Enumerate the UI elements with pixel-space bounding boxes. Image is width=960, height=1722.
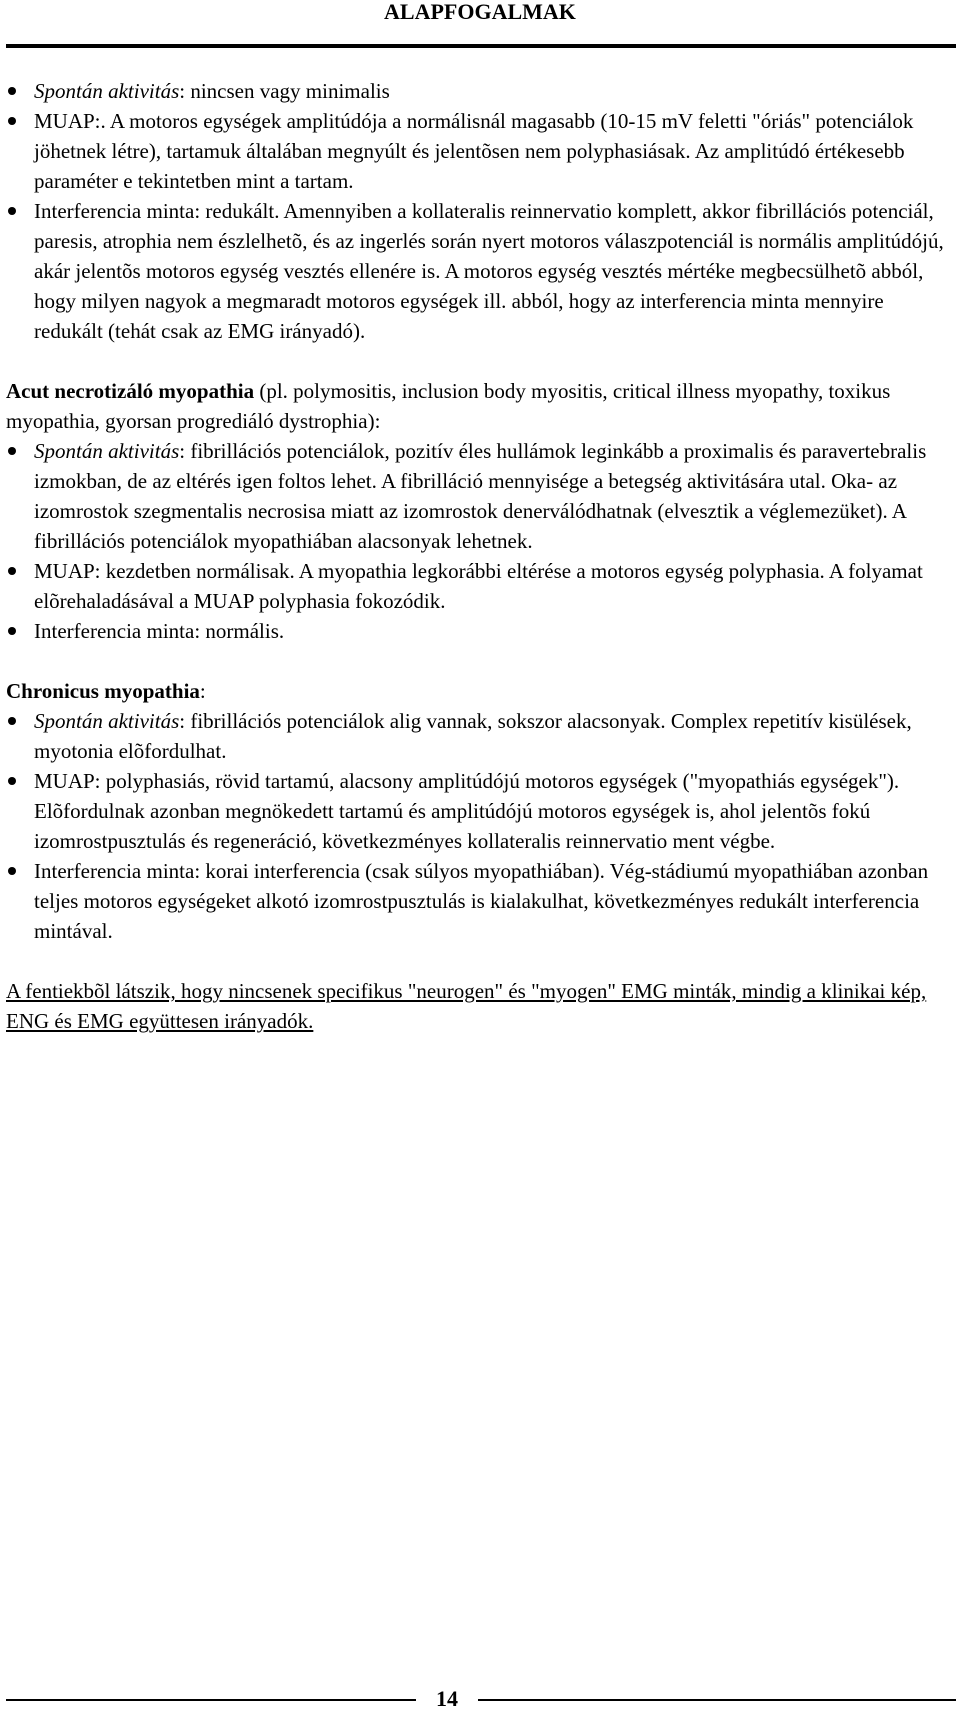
term-label: Spontán aktivitás [34,439,180,463]
list-item [6,76,952,106]
bullet-icon [8,567,16,575]
page-header-title: ALAPFOGALMAK [384,0,576,24]
section-heading-bold: Chronicus myopathia [6,679,200,703]
spacer [6,346,952,376]
item-text: Interferencia minta: normális. [34,619,285,643]
section1-list [6,76,952,346]
item-text: MUAP:. A motoros egységek amplitúdója a normálisnál magasabb (10-15 mV feletti "óriás" potenciálok jöhetnek létre), tartamuk általában megnyúlt és jelentõsen nem polyphasiásak. Az amplitúdó értékesebb paraméter e tekintetben mint a tartam. [34,109,914,193]
item-text: MUAP: kezdetben normálisak. A myopathia legkorábbi eltérése a motoros egység polyphasia. A folyamat elõrehaladásával a MUAP polyphasia fokozódik. [34,559,923,613]
section-heading-rest: (pl. polymositis, inclusion body myositis, critical illness myopathy, toxikus myopathia, gyorsan progrediáló dystrophia): [6,379,891,433]
item-text: Interferencia minta: redukált. Amennyiben a kollateralis reinnervatio komplett, akkor fibrillációs potenciál, paresis, atrophia nem észlelhetõ, és az ingerlés során nyert motoros válaszpotenciál is normális amplitúdójú, akár jelentõs motoros egység vesztés ellenére is. A motoros egység vesztés mértéke megbecsülhetõ abból, hogy milyen nagyok a megmaradt motoros egységek ill. abból, hogy az interferencia minta mennyire redukált (tehát csak az EMG irányadó). [34,199,944,343]
bullet-icon [8,867,16,875]
footer-rule-right [478,1699,956,1701]
term-label: Spontán aktivitás [34,79,180,103]
list-item [6,766,952,856]
page-number: 14 [436,1686,458,1711]
bullet-icon [8,87,16,95]
section2-list [6,436,952,646]
bullet-icon [8,447,16,455]
conclusion-paragraph: A fentiekbõl látszik, hogy nincsenek specifikus "neurogen" és "myogen" EMG minták, mindig a klinikai kép, ENG és EMG együttesen irányadók. [6,979,927,1033]
bullet-icon [8,717,16,725]
list-item [6,436,952,556]
bullet-icon [8,117,16,125]
list-item [6,616,952,646]
list-item [6,106,952,196]
section-heading-rest: : [199,679,206,703]
item-text: MUAP: polyphasiás, rövid tartamú, alacsony amplitúdójú motoros egységek ("myopathiás egységek"). Elõfordulnak azonban megnökedett tartamú és amplitúdójú motoros egységek is, ahol jelentõs fokú izomrostpusztulás és regeneráció, következményes kollateralis reinnervatio ment végbe. [34,769,900,853]
item-text: Interferencia minta: korai interferencia (csak súlyos myopathiában). Vég-stádiumú myopathiában azonban teljes motoros egységeket alkotó izomrostpusztulás is kialakulhat, következményes redukált interferencia mintával. [34,859,929,943]
section3-heading [6,676,952,706]
footer-rule-left [6,1699,416,1701]
bullet-icon [8,777,16,785]
document-body [6,76,952,1036]
bullet-icon [8,627,16,635]
list-item [6,856,952,946]
list-item [6,556,952,616]
spacer [6,646,952,676]
item-text: : fibrillációs potenciálok alig vannak, sokszor alacsonyak. Complex repetitív kisülések, myotonia elõfordulhat. [34,709,912,763]
spacer [6,946,952,976]
list-item [6,706,952,766]
bullet-icon [8,207,16,215]
header-divider [6,44,956,48]
section3-list [6,706,952,946]
term-label: Spontán aktivitás [34,709,180,733]
section2-heading [6,376,952,436]
item-text: : nincsen vagy minimalis [179,79,390,103]
item-text: : fibrillációs potenciálok, pozitív éles hullámok leginkább a proximalis és paravertebralis izmokban, de az eltérés igen foltos lehet. A fibrilláció mennyisége a betegség aktivitására utal. Oka- az izomrostok szegmentalis necrosisa miatt az izomrostok denerválódhatnak (elvesztik a véglemezüket). A fibrillációs potenciálok myopathiában alacsonyak lehetnek. [34,439,927,553]
list-item [6,196,952,346]
section-heading-bold: Acut necrotizáló myopathia [6,379,255,403]
